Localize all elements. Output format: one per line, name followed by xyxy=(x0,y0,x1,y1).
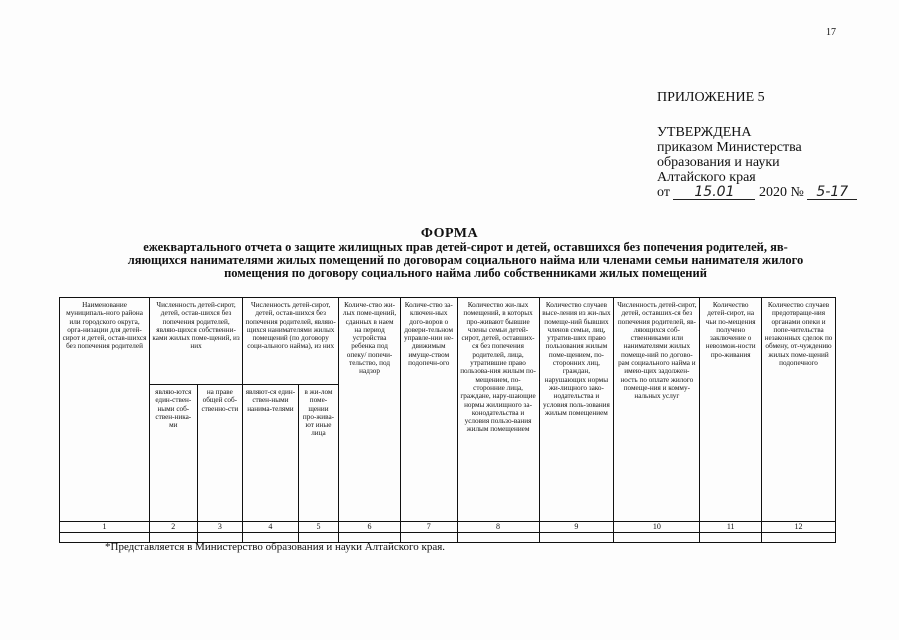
data-cell[interactable] xyxy=(762,533,836,543)
approval-date-line xyxy=(657,185,857,200)
header-group-cell: Численность детей-сирот, детей, остав-шихся без попечения родителей, являю-щихся собственни-ками жилых поме-щений, из них xyxy=(150,298,243,385)
form-description-line: ежеквартального отчета о защите жилищных прав детей-сирот и детей, оставшихся без попечения родителей, яв- xyxy=(143,240,788,254)
header-sub-cell: на праве общей соб-ственно-сти xyxy=(197,385,243,522)
approved-label: УТВЕРЖДЕНА xyxy=(657,125,752,140)
approval-block xyxy=(657,90,857,200)
handwritten-date: 15.01 xyxy=(673,186,755,200)
column-number: 12 xyxy=(762,522,836,533)
header-sub-cell: являют-ся един-ствен-ными нанима-телями xyxy=(243,385,299,522)
header-cell: Количе-ство жи-лых поме-щений, сданных в наем на период устройства ребенка под опеку/ попечи-тельство, под надзор xyxy=(339,298,401,522)
header-cell: Количе-ство за-ключен-ных дого-воров о довери-тельном управле-нии не-движимым имуще-ством подопечн-ого xyxy=(400,298,457,522)
column-number: 8 xyxy=(457,522,539,533)
header-cell: Количество жи-лых помещений, в которых про-живают бывшие члены семьи детей-сирот, детей, оставших-ся без попечения родителей, лица, утратившие право пользова-ния жилым по-мещением, по-сторонние лица, граждане, нару-шающие нормы жилищного за-конодательства и условия пользо-вания жилым помещением xyxy=(457,298,539,522)
header-cell: Численность детей-сирот, детей, оставших-ся без попечения родителей, яв-ляющихся соб-ственниками или нанимателями жилых помеще-ний по догово-рам социального найма и имею-щих задолжен-ность по оплате жилого помеще-ния и комму-нальных услуг xyxy=(614,298,700,522)
form-description xyxy=(100,241,831,280)
data-cell[interactable] xyxy=(457,533,539,543)
header-group-cell: Численность детей-сирот, детей, остав-шихся без попечения родителей, являю-щихся нанимателями жилых помещений (по договору соци-ального найма), из них xyxy=(243,298,339,385)
handwritten-number: 5-17 xyxy=(807,186,857,200)
column-number: 4 xyxy=(243,522,299,533)
column-number: 9 xyxy=(539,522,614,533)
column-number: 3 xyxy=(197,522,243,533)
column-number: 1 xyxy=(60,522,150,533)
page-number: 17 xyxy=(826,27,836,38)
header-cell: Количество детей-сирот, на чьи по-мещения получено заключение о невозмож-ности про-живания xyxy=(700,298,762,522)
header-cell: Количество случаев высе-ления из жи-лых помеще-ний бывших членов семьи, лиц, утратив-ших право пользования жилым поме-щением, по-сторонних лиц, граждан, нарушающих нормы жи-лищного зако-нодательства и условия поль-зования жилым помещением xyxy=(539,298,614,522)
approval-line-3: Алтайского края xyxy=(657,170,756,185)
column-number-row xyxy=(60,522,836,533)
header-cell: Наименование муниципаль-ного района или городского округа, орга-низации для детей-сирот и детей, остав-шихся без попечения родителей xyxy=(60,298,150,522)
approval-year: 2020 № xyxy=(758,185,804,200)
header-sub-cell: являю-ются един-ствен-ными соб-ствен-ника-ми xyxy=(150,385,198,522)
column-number: 7 xyxy=(400,522,457,533)
column-number: 10 xyxy=(614,522,700,533)
column-number: 6 xyxy=(339,522,401,533)
approval-line-1: приказом Министерства xyxy=(657,140,802,155)
data-cell[interactable] xyxy=(539,533,614,543)
column-number: 2 xyxy=(150,522,198,533)
header-sub-cell: в жи-лом поме-щении про-жива-ют иные лица xyxy=(298,385,338,522)
column-number: 11 xyxy=(700,522,762,533)
footnote: *Представляется в Министерство образования и науки Алтайского края. xyxy=(105,541,446,553)
form-title: ФОРМА xyxy=(420,226,479,241)
header-cell: Количество случаев предотвраще-ния органами опеки и попе-чительства незаконных сделок по обмену, от-чуждению жилых поме-щений подопечного xyxy=(762,298,836,522)
report-table xyxy=(59,297,836,543)
data-cell[interactable] xyxy=(614,533,700,543)
form-description-line: ляющихся нанимателями жилых помещений по договорам социального найма или членами семьи нанимателя жилого xyxy=(127,253,804,267)
form-description-line: помещения по договору социального найма либо собственниками жилых помещений xyxy=(224,266,707,280)
column-number: 5 xyxy=(298,522,338,533)
date-prefix: от xyxy=(657,185,670,200)
header-row xyxy=(60,298,836,385)
approval-line-2: образования и науки xyxy=(657,155,780,170)
appendix-label: ПРИЛОЖЕНИЕ 5 xyxy=(657,90,765,105)
data-cell[interactable] xyxy=(700,533,762,543)
